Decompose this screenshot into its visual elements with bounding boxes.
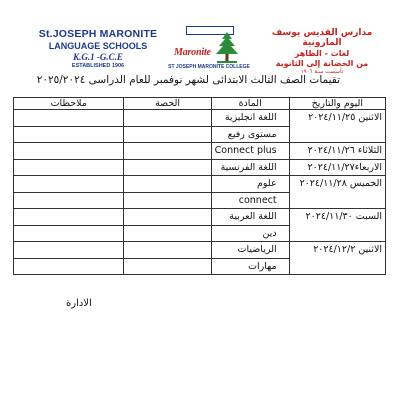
cell-notes	[14, 225, 124, 242]
cell-period	[124, 176, 211, 193]
table-row	[14, 159, 386, 176]
cell-notes	[14, 110, 124, 127]
school-established-ar: تأسست سنة ١٩٠٦	[300, 69, 344, 75]
cell-day: الاثنين ٢٠٢٤/١١/٢٥	[289, 110, 385, 127]
header-day-date: اليوم والتاريخ	[289, 98, 385, 110]
school-name-ar-line2: لغات - الظاهر	[294, 49, 350, 58]
cell-period	[124, 258, 211, 275]
school-logo	[168, 26, 250, 74]
cell-period	[124, 242, 211, 259]
table-row	[14, 258, 386, 275]
logo-wordmark: Maronite	[174, 47, 211, 58]
cell-subject: مستوى رفيع	[211, 126, 289, 143]
cell-subject: اللغة العربية	[211, 209, 289, 226]
cell-day	[289, 192, 385, 209]
cell-period	[124, 143, 211, 160]
header-period: الحصة	[124, 98, 211, 110]
table-row	[14, 225, 386, 242]
table-row	[14, 143, 386, 160]
cell-day: الثلاثاء ٢٠٢٤/١١/٢٦	[289, 143, 385, 160]
cell-subject: علوم	[211, 176, 289, 193]
cell-notes	[14, 159, 124, 176]
cell-period	[124, 110, 211, 127]
school-name-en-line1: St.JOSEPH MARONITE	[38, 28, 158, 40]
cell-subject: connect	[211, 192, 289, 209]
school-name-english	[28, 28, 168, 69]
cell-day	[289, 258, 385, 275]
school-name-ar-line1: مدارس القديس يوسف المارونية	[271, 28, 373, 48]
administration-signature: الادارة	[66, 298, 92, 309]
header-notes: ملاحظات	[14, 98, 124, 110]
cedar-tree-icon	[214, 32, 240, 64]
cell-subject: الرياضيات	[211, 242, 289, 259]
table-row	[14, 242, 386, 259]
cell-day: الاثنين ٢٠٢٤/١٢/٢	[289, 242, 385, 259]
cell-notes	[14, 176, 124, 193]
table-header-row	[14, 98, 386, 110]
school-name-arabic	[262, 28, 382, 75]
cell-period	[124, 126, 211, 143]
school-name-en-line2: LANGUAGE SCHOOLS	[48, 41, 148, 51]
cell-notes	[14, 242, 124, 259]
cell-period	[124, 159, 211, 176]
cell-day: الاربعاء٢٠٢٤/١١/٢٧	[289, 159, 385, 176]
cell-notes	[14, 192, 124, 209]
cell-day	[289, 126, 385, 143]
page-title: تقيمات الصف الثالث الابتدائى لشهر نوفمبر للعام الدراسى ٢٠٢٥/٢٠٢٤	[36, 74, 340, 86]
cell-notes	[14, 258, 124, 275]
table-row	[14, 192, 386, 209]
table-row	[14, 209, 386, 226]
school-name-en-line3: K.G.1 -G.C.E	[73, 52, 123, 62]
logo-college-name: ST JOSEPH MARONITE COLLEGE	[168, 64, 250, 70]
cell-subject: اللغة انجليزية	[211, 110, 289, 127]
table-row	[14, 110, 386, 127]
table-row	[14, 126, 386, 143]
header-subject: المادة	[211, 98, 289, 110]
assessment-schedule-table	[13, 97, 386, 275]
cell-notes	[14, 209, 124, 226]
cell-subject: Connect plus	[211, 143, 289, 160]
table-row	[14, 176, 386, 193]
cell-subject: اللغة الفرنسية	[211, 159, 289, 176]
cell-day: السبت ٢٠٢٤/١١/٣٠	[289, 209, 385, 226]
school-established-en: ESTABLISHED 1906	[71, 63, 125, 69]
cell-subject: مهارات	[211, 258, 289, 275]
cell-subject: دين	[211, 225, 289, 242]
cell-period	[124, 192, 211, 209]
cell-notes	[14, 143, 124, 160]
cell-day	[289, 225, 385, 242]
cell-day: الخميس ٢٠٢٤/١١/٢٨	[289, 176, 385, 193]
cell-period	[124, 225, 211, 242]
cell-period	[124, 209, 211, 226]
school-header	[0, 12, 407, 74]
school-name-ar-line3: من الحضانة إلى الثانوية	[275, 59, 369, 68]
cell-notes	[14, 126, 124, 143]
